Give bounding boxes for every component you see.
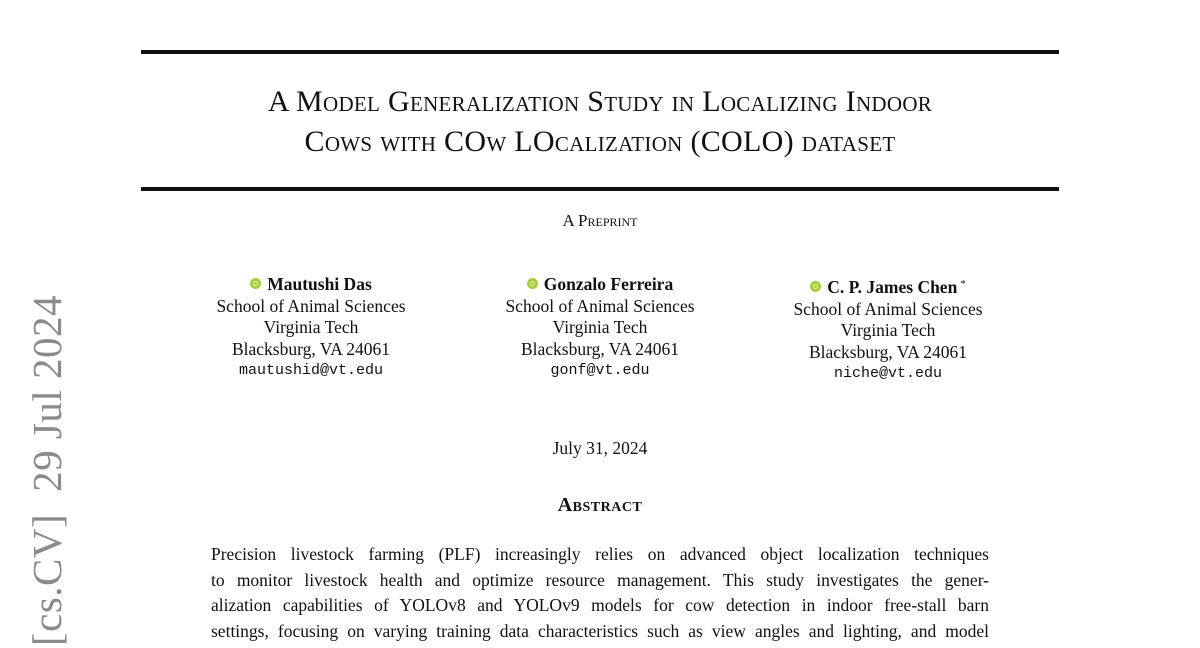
title-segment: eneralization: [409, 85, 588, 118]
paper-date: July 31, 2024: [552, 438, 648, 458]
arxiv-stamp: [24, 294, 70, 646]
title-segment: calization: [554, 125, 691, 158]
title-segment: S: [587, 85, 605, 118]
title-segment: w: [486, 125, 515, 158]
title-bottom-rule: [141, 187, 1059, 191]
author-address: Blacksburg, VA 24061: [808, 341, 967, 362]
author-institution: Virginia Tech: [840, 320, 936, 340]
paper-title: [141, 82, 1059, 162]
author-institution: Virginia Tech: [552, 317, 648, 337]
abstract-line: Precision livestock farming (PLF) increasingly relies on advanced object localization techniques: [211, 544, 989, 564]
orcid-icon[interactable]: [250, 278, 261, 289]
arxiv-category[interactable]: [cs.CV]: [24, 513, 70, 646]
author-email[interactable]: niche@vt.edu: [833, 365, 943, 382]
abstract-line: alization capabilities of YOLOv8 and YOLOv9 models for cow detection in indoor free-stall barn: [211, 595, 989, 615]
orcid-icon[interactable]: [527, 278, 538, 289]
corresponding-author-mark[interactable]: *: [960, 278, 966, 290]
author-name: C. P. James Chen: [827, 277, 958, 297]
title-line-2: [141, 122, 1059, 162]
author-block: [450, 274, 750, 382]
title-segment: A M: [267, 85, 323, 118]
author-affiliation: School of Animal Sciences: [793, 298, 983, 319]
arxiv-date: 29 Jul 2024: [24, 294, 70, 492]
author-affiliation: School of Animal Sciences: [216, 295, 406, 316]
title-segment: L: [702, 85, 721, 118]
abstract-line: settings, focusing on varying training data characteristics such as view angles and lighting, and model: [211, 620, 989, 641]
author-block: [738, 274, 1038, 385]
preprint-label: A Preprint: [562, 211, 638, 230]
author-address: Blacksburg, VA 24061: [520, 338, 679, 359]
title-segment: C: [304, 125, 325, 158]
author-name: Gonzalo Ferreira: [543, 274, 674, 294]
abstract-heading: Abstract: [557, 494, 643, 516]
abstract-body: [211, 542, 989, 644]
orcid-icon[interactable]: [810, 281, 821, 292]
author-block: [161, 274, 461, 382]
author-email[interactable]: mautushid@vt.edu: [238, 362, 384, 379]
title-segment: ndoor: [855, 85, 933, 118]
title-segment: dataset: [801, 125, 896, 158]
title-segment: LO: [514, 125, 555, 158]
title-segment: tudy in: [604, 85, 703, 118]
author-name: Mautushi Das: [267, 274, 372, 294]
author-email[interactable]: gonf@vt.edu: [550, 362, 650, 379]
author-address: Blacksburg, VA 24061: [231, 338, 390, 359]
title-segment: odel: [322, 85, 388, 118]
title-segment: I: [845, 85, 856, 118]
title-line-1: [141, 82, 1059, 122]
title-top-rule: [141, 50, 1059, 54]
title-segment: ocalizing: [720, 85, 846, 118]
title-segment: CO: [444, 125, 487, 158]
author-affiliation: School of Animal Sciences: [505, 295, 695, 316]
title-segment: ows with: [324, 125, 445, 158]
title-segment: (COLO): [690, 125, 802, 158]
author-institution: Virginia Tech: [263, 317, 359, 337]
abstract-line: to monitor livestock health and optimize resource management. This study investigates the gener-: [211, 569, 989, 590]
title-segment: G: [387, 85, 410, 118]
